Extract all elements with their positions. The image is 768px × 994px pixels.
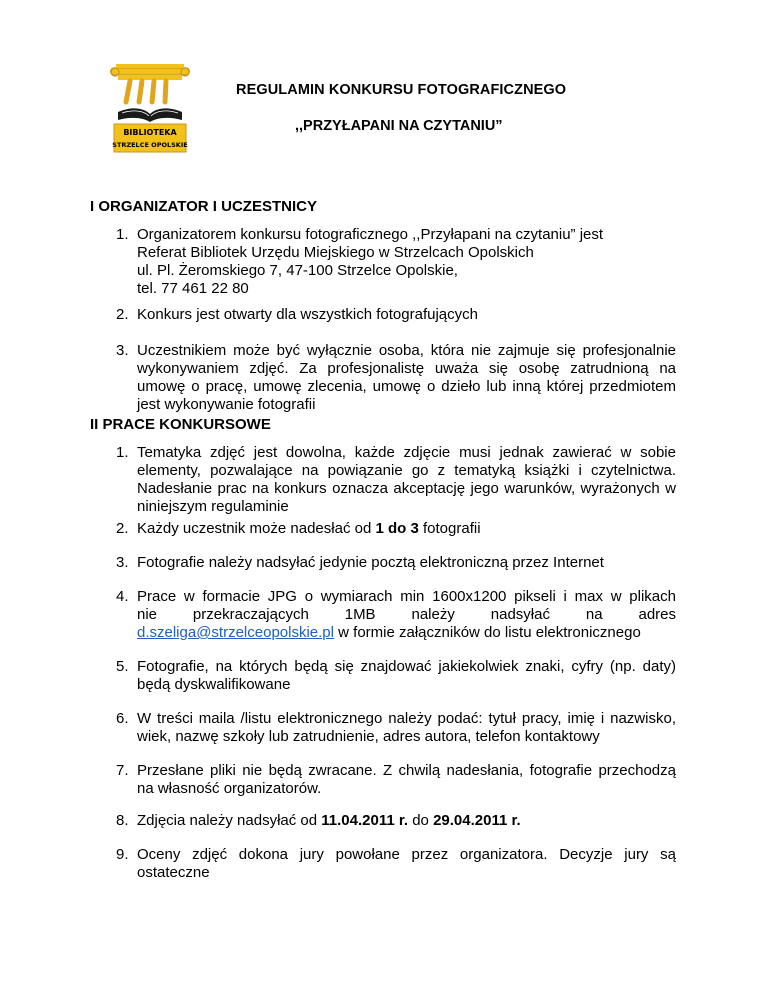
item-number: 2. <box>116 520 129 537</box>
document-title: REGULAMIN KONKURSU FOTOGRAFICZNEGO <box>236 82 567 98</box>
item-text: Fotografie należy nadsyłać jedynie pocztą elektroniczną przez Internet <box>137 554 604 571</box>
library-logo <box>108 62 192 154</box>
list-item <box>116 554 676 572</box>
list-item <box>116 762 676 798</box>
item-text: Przesłane pliki nie będą zwracane. Z chwilą nadesłania, fotografie przechodzą na własność organizatorów. <box>137 762 676 797</box>
item-number: 9. <box>116 846 129 863</box>
list-item <box>116 812 676 830</box>
item-number: 2. <box>116 306 129 323</box>
item-number: 3. <box>116 342 129 359</box>
item-text: Tematyka zdjęć jest dowolna, każde zdjęcie musi jednak zawierać w sobie elementy, pozwalające na powiązanie go z tematyką książki i czytelnictwa. Nadesłanie prac na konkurs oznacza akceptację jego warunków, wyrażonych w niniejszym regulaminie <box>137 444 676 515</box>
list-item <box>116 226 676 298</box>
item-text: W treści maila /listu elektronicznego należy podać: tytuł pracy, imię i nazwisko, wiek, nazwę szkoły lub zatrudnienie, adres autora, telefon kontaktowy <box>137 710 676 745</box>
item-text: Każdy uczestnik może nadesłać od <box>137 520 376 537</box>
list-item <box>116 306 676 324</box>
list-item <box>116 710 676 746</box>
logo-text-line2: STRZELCE OPOLSKIE <box>112 141 188 149</box>
item-text: Fotografie, na których będą się znajdować jakiekolwiek znaki, cyfry (np. daty) będą dyskwalifikowane <box>137 658 676 693</box>
item-number: 4. <box>116 588 129 605</box>
item-number: 1. <box>116 226 129 243</box>
item-text: fotografii <box>418 520 481 537</box>
section-heading-entries: II PRACE KONKURSOWE <box>90 416 271 433</box>
photo-count: 1 do 3 <box>375 520 419 537</box>
list-item <box>116 520 676 538</box>
item-text-line: Prace w formacie JPG o wymiarach min 1600x1200 pikseli i max w plikach <box>137 588 676 605</box>
item-number: 3. <box>116 554 129 571</box>
item-text: w formie załączników do listu elektronicznego <box>334 624 641 641</box>
item-text: Konkurs jest otwarty dla wszystkich fotografujących <box>137 306 478 323</box>
section-heading-organizer: I ORGANIZATOR I UCZESTNICY <box>90 198 317 215</box>
item-text: do <box>408 812 434 829</box>
email-link[interactable]: d.szeliga@strzelceopolskie.pl <box>137 624 334 641</box>
list-item <box>116 658 676 694</box>
item-number: 8. <box>116 812 129 829</box>
date-to: 29.04.2011 r. <box>433 812 521 829</box>
item-number: 7. <box>116 762 129 779</box>
list-item <box>116 444 676 516</box>
date-from: 11.04.2011 r. <box>321 812 409 829</box>
list-item <box>116 588 676 642</box>
document-subtitle: ,,PRZYŁAPANI NA CZYTANIU” <box>295 118 503 134</box>
item-number: 6. <box>116 710 129 727</box>
item-text-line: Referat Bibliotek Urzędu Miejskiego w Strzelcach Opolskich <box>137 244 534 261</box>
item-text-line: nie przekraczających 1MB należy nadsyłać na adres <box>137 606 676 623</box>
item-number: 5. <box>116 658 129 675</box>
item-text: Uczestnikiem może być wyłącznie osoba, która nie zajmuje się profesjonalnie wykonywaniem zdjęć. Za profesjonalistę uważa się osobę zatrudnioną na umowę o pracę, umowę zlecenia, umowę o dzieło lub inną której przedmiotem jest wykonywanie fotografii <box>137 342 676 413</box>
item-text: Zdjęcia należy nadsyłać od <box>137 812 322 829</box>
item-text-line: tel. 77 461 22 80 <box>137 280 249 297</box>
item-text-line: ul. Pl. Żeromskiego 7, 47-100 Strzelce Opolskie, <box>137 262 458 279</box>
item-number: 1. <box>116 444 129 461</box>
item-text-line: Organizatorem konkursu fotograficznego ,,Przyłapani na czytaniu” jest <box>137 226 604 243</box>
item-text: Oceny zdjęć dokona jury powołane przez organizatora. Decyzje jury są ostateczne <box>137 846 676 881</box>
list-item <box>116 846 676 882</box>
list-item <box>116 342 676 414</box>
logo-text-line1: BIBLIOTEKA <box>123 128 177 137</box>
